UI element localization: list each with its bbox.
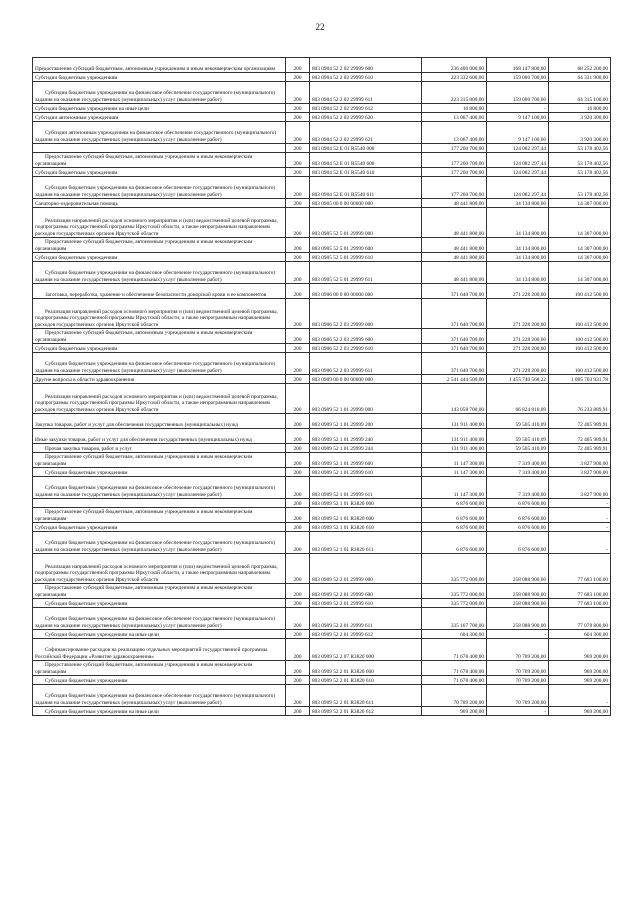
row-classification-code: 803 0904 52 Е 01 R5540 611 (310, 177, 422, 199)
row-approved-amount: 6 876 600,00 (422, 499, 487, 508)
row-unexecuted-amount: 100 412 500,00 (549, 353, 611, 375)
row-name: Субсидии бюджетным учреждениям (33, 168, 286, 177)
table-row (33, 414, 611, 429)
row-code: 200 (286, 73, 310, 82)
table-row (33, 82, 611, 104)
row-classification-code: 803 0909 52 2 01 29999 600 (310, 584, 422, 599)
row-approved-amount: 6 876 600,00 (422, 532, 487, 554)
row-approved-amount: 177 260 700,00 (422, 153, 487, 168)
row-approved-amount: 48 441 800,00 (422, 238, 487, 253)
row-name: Субсидии бюджетным учреждениям (33, 253, 286, 262)
row-executed-amount: 258 088 900,00 (487, 608, 549, 630)
row-executed-amount: 159 000 700,00 (487, 82, 549, 104)
row-code: 200 (286, 177, 310, 199)
row-unexecuted-amount: 14 307 000,00 (549, 208, 611, 238)
row-code: 200 (286, 685, 310, 707)
row-classification-code: 803 0909 52 1 01 29999 200 (310, 414, 422, 429)
row-code: 200 (286, 238, 310, 253)
table-row (33, 199, 611, 208)
row-executed-amount: 66 824 810,09 (487, 384, 549, 414)
row-executed-amount: 271 228 200,00 (487, 299, 549, 329)
row-name: Субсидии бюджетным учреждениям (33, 676, 286, 685)
table-row (33, 153, 611, 168)
row-name: Софинансирование расходов на реализацию отдельных мероприятий государственной программы Российской Федерации «Развитие здравоохранения» (33, 639, 286, 661)
row-unexecuted-amount: - (549, 532, 611, 554)
row-unexecuted-amount: 53 178 402,56 (549, 168, 611, 177)
row-code: 200 (286, 375, 310, 384)
table-row (33, 584, 611, 599)
row-code: 200 (286, 82, 310, 104)
row-classification-code: 803 0909 52 2 07 R3820 000 (310, 639, 422, 661)
row-name: Реализация направлений расходов основного мероприятия и (или) ведомственной целевой программы, подпрограммы государственной программы Иркутской области, а также непрограммным направлениям расходов государственных органов Иркутской области (33, 299, 286, 329)
row-approved-amount: 48 441 800,00 (422, 262, 487, 284)
row-executed-amount: - (487, 707, 549, 716)
row-unexecuted-amount: 64 331 900,00 (549, 73, 611, 82)
table-row (33, 630, 611, 639)
table-row (33, 208, 611, 238)
row-executed-amount: 34 134 800,00 (487, 208, 549, 238)
row-approved-amount: 48 441 800,00 (422, 208, 487, 238)
row-approved-amount: 131 911 400,00 (422, 429, 487, 444)
table-row (33, 353, 611, 375)
row-name: Субсидии бюджетным учреждениям на иные цели (33, 630, 286, 639)
table-row (33, 608, 611, 630)
table-row (33, 707, 611, 716)
row-code: 200 (286, 429, 310, 444)
row-classification-code: 803 0909 52 2 01 29999 611 (310, 608, 422, 630)
row-code: 200 (286, 144, 310, 153)
row-approved-amount: 969 200,00 (422, 707, 487, 716)
row-executed-amount: 124 082 297,44 (487, 168, 549, 177)
row-unexecuted-amount: 77 683 100,00 (549, 554, 611, 584)
row-executed-amount: 7 319 400,00 (487, 477, 549, 499)
row-classification-code: 803 0906 52 2 03 29999 610 (310, 344, 422, 353)
table-row (33, 329, 611, 344)
row-name: Субсидии бюджетным учреждениям (33, 344, 286, 353)
row-name: Другие вопросы в области здравоохранения (33, 375, 286, 384)
row-name: Субсидии бюджетным учреждениям на финансовое обеспечение государственного (муниципального) задания на оказание государственных (муниципальных) услуг (выполнение работ) (33, 477, 286, 499)
row-code: 200 (286, 262, 310, 284)
table-row (33, 444, 611, 453)
table-row (33, 523, 611, 532)
row-name: Предоставление субсидий бюджетным, автономным учреждениям и иным некоммерческим организациям (33, 238, 286, 253)
row-unexecuted-amount: 100 412 500,00 (549, 344, 611, 353)
row-unexecuted-amount: 68 252 200,00 (549, 58, 611, 73)
row-executed-amount: 271 228 200,00 (487, 329, 549, 344)
row-unexecuted-amount: 604 300,00 (549, 630, 611, 639)
row-executed-amount: 9 147 100,00 (487, 122, 549, 144)
row-unexecuted-amount: 969 200,00 (549, 661, 611, 676)
row-code: 200 (286, 599, 310, 608)
row-approved-amount: 11 147 300,00 (422, 453, 487, 468)
row-classification-code: 803 0909 00 0 00 00000 000 (310, 375, 422, 384)
row-name: Прочая закупка товаров, работ и услуг (33, 444, 286, 453)
budget-table-body (33, 58, 611, 716)
row-executed-amount: 6 876 600,00 (487, 523, 549, 532)
row-executed-amount: 34 134 800,00 (487, 199, 549, 208)
row-name (33, 144, 286, 153)
row-approved-amount: 335 772 000,00 (422, 554, 487, 584)
row-executed-amount: 159 000 700,00 (487, 73, 549, 82)
row-classification-code: 803 0909 52 1 01 29999 000 (310, 384, 422, 414)
row-code: 200 (286, 499, 310, 508)
row-name: Субсидии бюджетным учреждениям (33, 599, 286, 608)
row-classification-code: 803 0909 52 2 01 29999 612 (310, 630, 422, 639)
row-name: Субсидии бюджетным учреждениям на финансовое обеспечение государственного (муниципального) задания на оказание государственных (муниципальных) услуг (выполнение работ) (33, 177, 286, 199)
row-classification-code: 803 0909 52 1 01 R3820 600 (310, 508, 422, 523)
row-unexecuted-amount: 100 412 500,00 (549, 284, 611, 299)
row-code: 200 (286, 676, 310, 685)
row-executed-amount: 6 876 600,00 (487, 499, 549, 508)
table-row (33, 262, 611, 284)
row-name: Субсидии бюджетным учреждениям на иные цели (33, 707, 286, 716)
row-approved-amount: 11 147 300,00 (422, 477, 487, 499)
row-code: 200 (286, 523, 310, 532)
row-unexecuted-amount: 77 078 800,00 (549, 608, 611, 630)
row-name: Субсидии автономным учреждениям на финансовое обеспечение государственного (муниципального) задания на оказание государственных (муниципальных) услуг (выполнение работ) (33, 122, 286, 144)
row-classification-code: 803 0909 52 2 01 R3820 611 (310, 685, 422, 707)
row-executed-amount: 34 134 800,00 (487, 253, 549, 262)
table-row (33, 284, 611, 299)
table-row (33, 58, 611, 73)
row-approved-amount: 371 640 700,00 (422, 284, 487, 299)
row-approved-amount: 236 400 000,00 (422, 58, 487, 73)
table-row (33, 104, 611, 113)
row-classification-code: 803 0909 52 1 01 29999 240 (310, 429, 422, 444)
row-classification-code: 803 0909 52 2 01 29999 610 (310, 599, 422, 608)
row-name: Субсидии бюджетным учреждениям (33, 73, 286, 82)
table-row (33, 554, 611, 584)
row-unexecuted-amount: 72 405 989,91 (549, 444, 611, 453)
row-code: 200 (286, 554, 310, 584)
table-row (33, 532, 611, 554)
row-classification-code: 803 0909 52 2 01 R3820 600 (310, 661, 422, 676)
row-executed-amount: 124 082 297,44 (487, 177, 549, 199)
row-executed-amount: 59 505 410,09 (487, 429, 549, 444)
row-code: 200 (286, 584, 310, 599)
row-code: 200 (286, 284, 310, 299)
row-code: 200 (286, 344, 310, 353)
row-unexecuted-amount: 77 683 100,00 (549, 584, 611, 599)
row-approved-amount: 131 911 400,00 (422, 444, 487, 453)
row-code: 200 (286, 104, 310, 113)
row-name: Санаторно-оздоровительная помощь (33, 199, 286, 208)
table-row (33, 477, 611, 499)
row-classification-code: 803 0909 52 2 01 R3820 610 (310, 676, 422, 685)
page-number: 22 (315, 22, 325, 32)
row-classification-code: 803 0904 52 2 02 29999 600 (310, 58, 422, 73)
row-unexecuted-amount: 1 085 703 931,78 (549, 375, 611, 384)
row-name: Предоставление субсидий бюджетным, автономным учреждениям и иным некоммерческим организациям (33, 453, 286, 468)
row-classification-code: 803 0906 52 2 03 29999 600 (310, 329, 422, 344)
row-classification-code: 803 0909 52 1 01 29999 611 (310, 477, 422, 499)
row-approved-amount: 371 640 700,00 (422, 299, 487, 329)
row-unexecuted-amount: 76 233 889,91 (549, 384, 611, 414)
row-unexecuted-amount: 3 827 900,00 (549, 468, 611, 477)
row-approved-amount: 13 067 400,00 (422, 113, 487, 122)
row-executed-amount: 1 455 740 568,22 (487, 375, 549, 384)
row-code: 200 (286, 468, 310, 477)
row-approved-amount: 2 541 444 500,00 (422, 375, 487, 384)
table-row (33, 508, 611, 523)
row-approved-amount: 16 800,00 (422, 104, 487, 113)
row-unexecuted-amount: - (549, 523, 611, 532)
row-classification-code: 803 0904 52 2 02 29999 621 (310, 122, 422, 144)
row-executed-amount: 6 876 600,00 (487, 532, 549, 554)
row-name: Субсидии бюджетным учреждениям (33, 523, 286, 532)
row-classification-code: 803 0909 52 1 01 R3820 000 (310, 499, 422, 508)
row-executed-amount: 70 709 200,00 (487, 639, 549, 661)
row-unexecuted-amount: 77 683 100,00 (549, 599, 611, 608)
row-unexecuted-amount: 100 412 500,00 (549, 329, 611, 344)
row-code: 200 (286, 208, 310, 238)
row-name: Реализация направлений расходов основного мероприятия и (или) ведомственной целевой программы, подпрограммы государственной программы Иркутской области, а также непрограммным направлениям расходов государственных органов Иркутской области (33, 208, 286, 238)
row-name: Предоставление субсидий бюджетным, автономным учреждениям и иным некоммерческим организациям (33, 58, 286, 73)
row-unexecuted-amount: 3 920 300,00 (549, 113, 611, 122)
row-name: Субсидии автономным учреждениям (33, 113, 286, 122)
row-approved-amount: 371 640 700,00 (422, 329, 487, 344)
row-code: 200 (286, 453, 310, 468)
row-unexecuted-amount: 72 405 989,91 (549, 414, 611, 429)
row-unexecuted-amount: 969 200,00 (549, 707, 611, 716)
row-unexecuted-amount: 14 307 000,00 (549, 253, 611, 262)
row-code: 200 (286, 707, 310, 716)
table-row (33, 238, 611, 253)
row-code: 200 (286, 168, 310, 177)
row-executed-amount: 124 082 297,44 (487, 153, 549, 168)
row-classification-code: 803 0904 52 2 02 29999 620 (310, 113, 422, 122)
row-executed-amount: 34 134 800,00 (487, 238, 549, 253)
row-unexecuted-amount: 53 178 402,56 (549, 177, 611, 199)
row-executed-amount: 7 319 400,00 (487, 468, 549, 477)
table-row (33, 384, 611, 414)
row-unexecuted-amount: - (549, 508, 611, 523)
row-unexecuted-amount: 3 827 900,00 (549, 477, 611, 499)
table-row (33, 144, 611, 153)
row-executed-amount: 124 082 297,44 (487, 144, 549, 153)
row-approved-amount: 131 911 400,00 (422, 414, 487, 429)
row-classification-code: 803 0904 52 2 02 29999 610 (310, 73, 422, 82)
row-executed-amount: - (487, 630, 549, 639)
row-code: 200 (286, 329, 310, 344)
row-approved-amount: 48 441 800,00 (422, 199, 487, 208)
row-classification-code: 803 0904 52 Е 01 R5540 610 (310, 168, 422, 177)
row-code: 200 (286, 444, 310, 453)
row-name: Субсидии бюджетным учреждениям (33, 468, 286, 477)
row-executed-amount: 59 505 410,09 (487, 414, 549, 429)
table-row (33, 661, 611, 676)
row-classification-code: 803 0909 52 2 01 29999 000 (310, 554, 422, 584)
row-executed-amount: 271 228 200,00 (487, 353, 549, 375)
row-code: 200 (286, 608, 310, 630)
row-unexecuted-amount: 14 307 000,00 (549, 262, 611, 284)
row-approved-amount: 177 260 700,00 (422, 177, 487, 199)
row-approved-amount: 6 876 600,00 (422, 508, 487, 523)
row-executed-amount: 168 147 800,00 (487, 58, 549, 73)
row-name: Заготовка, переработка, хранение и обеспечение безопасности донорской крови и ее компонентов (33, 284, 286, 299)
row-executed-amount: 70 709 200,00 (487, 685, 549, 707)
table-row (33, 73, 611, 82)
row-executed-amount: 7 319 400,00 (487, 453, 549, 468)
row-approved-amount: 71 678 400,00 (422, 676, 487, 685)
row-approved-amount: 70 709 200,00 (422, 685, 487, 707)
row-unexecuted-amount: - (549, 685, 611, 707)
row-code: 200 (286, 58, 310, 73)
row-code: 200 (286, 661, 310, 676)
row-code: 200 (286, 414, 310, 429)
row-code: 200 (286, 299, 310, 329)
row-classification-code: 803 0905 00 0 00 00000 000 (310, 199, 422, 208)
row-name: Субсидии бюджетным учреждениям на финансовое обеспечение государственного (муниципального) задания на оказание государственных (муниципальных) услуг (выполнение работ) (33, 353, 286, 375)
row-approved-amount: 335 167 700,00 (422, 608, 487, 630)
row-classification-code: 803 0904 52 2 02 29999 611 (310, 82, 422, 104)
row-name: Предоставление субсидий бюджетным, автономным учреждениям и иным некоммерческим организациям (33, 661, 286, 676)
table-row (33, 676, 611, 685)
row-classification-code: 803 0905 52 5 01 29999 600 (310, 238, 422, 253)
row-unexecuted-amount: 64 315 100,00 (549, 82, 611, 104)
row-name: Субсидии бюджетным учреждениям на финансовое обеспечение государственного (муниципального) задания на оказание государственных (муниципальных) услуг (выполнение работ) (33, 262, 286, 284)
table-row (33, 429, 611, 444)
row-classification-code: 803 0909 52 1 01 29999 610 (310, 468, 422, 477)
row-approved-amount: 371 640 700,00 (422, 353, 487, 375)
row-classification-code: 803 0905 52 5 01 29999 610 (310, 253, 422, 262)
row-classification-code: 803 0909 52 1 01 R3820 610 (310, 523, 422, 532)
row-executed-amount: 271 228 200,00 (487, 344, 549, 353)
row-unexecuted-amount: 72 405 989,91 (549, 429, 611, 444)
row-executed-amount: 9 147 100,00 (487, 113, 549, 122)
row-executed-amount: 271 228 200,00 (487, 284, 549, 299)
table-row (33, 177, 611, 199)
row-approved-amount: 48 441 800,00 (422, 253, 487, 262)
row-name: Субсидии бюджетным учреждениям на иные цели (33, 104, 286, 113)
row-approved-amount: 71 678 400,00 (422, 661, 487, 676)
row-code: 200 (286, 113, 310, 122)
row-approved-amount: 143 058 700,00 (422, 384, 487, 414)
row-name: Субсидии бюджетным учреждениям на финансовое обеспечение государственного (муниципального) задания на оказание государственных (муниципальных) услуг (выполнение работ) (33, 532, 286, 554)
row-name (33, 499, 286, 508)
table-row (33, 453, 611, 468)
row-code: 200 (286, 153, 310, 168)
row-classification-code: 803 0906 52 2 03 29999 000 (310, 299, 422, 329)
row-approved-amount: 177 260 700,00 (422, 168, 487, 177)
row-approved-amount: 335 772 000,00 (422, 599, 487, 608)
row-code: 200 (286, 532, 310, 554)
row-executed-amount: 70 709 200,00 (487, 676, 549, 685)
row-classification-code: 803 0909 52 1 01 29999 600 (310, 453, 422, 468)
row-code: 200 (286, 384, 310, 414)
budget-table (32, 57, 611, 716)
row-approved-amount: 335 772 000,00 (422, 584, 487, 599)
row-unexecuted-amount: 14 307 000,00 (549, 199, 611, 208)
row-unexecuted-amount: 969 200,00 (549, 639, 611, 661)
row-approved-amount: 223 315 800,00 (422, 82, 487, 104)
row-approved-amount: 604 300,00 (422, 630, 487, 639)
row-unexecuted-amount: 969 200,00 (549, 676, 611, 685)
row-executed-amount: 6 876 600,00 (487, 508, 549, 523)
row-code: 200 (286, 630, 310, 639)
row-name: Иные закупки товаров, работ и услуг для обеспечения государственных (муниципальных) нужд (33, 429, 286, 444)
row-classification-code: 803 0904 52 2 02 29999 612 (310, 104, 422, 113)
row-classification-code: 803 0905 52 5 01 29999 611 (310, 262, 422, 284)
table-row (33, 639, 611, 661)
row-code: 200 (286, 253, 310, 262)
row-executed-amount: 34 134 800,00 (487, 262, 549, 284)
row-unexecuted-amount: 100 412 500,00 (549, 299, 611, 329)
row-executed-amount: 59 505 410,09 (487, 444, 549, 453)
row-code: 200 (286, 508, 310, 523)
row-classification-code: 803 0909 52 1 01 R3820 611 (310, 532, 422, 554)
table-row (33, 113, 611, 122)
row-executed-amount: 258 088 900,00 (487, 599, 549, 608)
row-classification-code: 803 0909 52 2 01 R3820 612 (310, 707, 422, 716)
row-name: Реализация направлений расходов основного мероприятия и (или) ведомственной целевой программы, подпрограммы государственной программы Иркутской области, а также непрограммным направлениям расходов государственных органов Иркутской области (33, 384, 286, 414)
row-executed-amount: - (487, 104, 549, 113)
row-unexecuted-amount: 53 178 402,56 (549, 153, 611, 168)
row-name: Предоставление субсидий бюджетным, автономным учреждениям и иным некоммерческим организациям (33, 584, 286, 599)
row-classification-code: 803 0905 52 5 01 29999 000 (310, 208, 422, 238)
row-name: Предоставление субсидий бюджетным, автономным учреждениям и иным некоммерческим организациям (33, 508, 286, 523)
table-row (33, 375, 611, 384)
row-unexecuted-amount: 14 307 000,00 (549, 238, 611, 253)
row-name: Предоставление субсидий бюджетным, автономным учреждениям и иным некоммерческим организациям (33, 329, 286, 344)
table-row (33, 499, 611, 508)
row-classification-code: 803 0909 52 1 01 29999 244 (310, 444, 422, 453)
row-approved-amount: 223 332 600,00 (422, 73, 487, 82)
row-approved-amount: 177 260 700,00 (422, 144, 487, 153)
row-name: Реализация направлений расходов основного мероприятия и (или) ведомственной целевой программы, подпрограммы государственной программы Иркутской области, а также непрограммным направлениям расходов государственных органов Иркутской области (33, 554, 286, 584)
row-code: 200 (286, 353, 310, 375)
row-classification-code: 803 0904 52 Е 01 R5540 600 (310, 153, 422, 168)
row-executed-amount: 70 709 200,00 (487, 661, 549, 676)
table-row (33, 299, 611, 329)
row-approved-amount: 71 678 400,00 (422, 639, 487, 661)
row-classification-code: 803 0906 00 0 00 00000 000 (310, 284, 422, 299)
row-code: 200 (286, 639, 310, 661)
row-classification-code: 803 0904 52 Е 01 R5540 000 (310, 144, 422, 153)
table-row (33, 599, 611, 608)
row-unexecuted-amount: 3 920 300,00 (549, 122, 611, 144)
row-classification-code: 803 0906 52 2 03 29999 611 (310, 353, 422, 375)
table-row (33, 253, 611, 262)
table-row (33, 122, 611, 144)
row-name: Субсидии бюджетным учреждениям на финансовое обеспечение государственного (муниципального) задания на оказание государственных (муниципальных) услуг (выполнение работ) (33, 82, 286, 104)
table-row (33, 468, 611, 477)
row-name: Предоставление субсидий бюджетным, автономным учреждениям и иным некоммерческим организациям (33, 153, 286, 168)
row-name: Субсидии бюджетным учреждениям на финансовое обеспечение государственного (муниципального) задания на оказание государственных (муниципальных) услуг (выполнение работ) (33, 608, 286, 630)
table-row (33, 344, 611, 353)
row-unexecuted-amount: 16 800,00 (549, 104, 611, 113)
row-code: 200 (286, 477, 310, 499)
row-approved-amount: 11 147 300,00 (422, 468, 487, 477)
row-unexecuted-amount: 3 827 900,00 (549, 453, 611, 468)
row-executed-amount: 258 088 900,00 (487, 584, 549, 599)
row-name: Закупка товаров, работ и услуг для обеспечения государственных (муниципальных) нужд (33, 414, 286, 429)
row-unexecuted-amount: - (549, 499, 611, 508)
table-row (33, 168, 611, 177)
row-unexecuted-amount: 53 178 402,56 (549, 144, 611, 153)
row-approved-amount: 371 640 700,00 (422, 344, 487, 353)
row-executed-amount: 258 088 900,00 (487, 554, 549, 584)
row-code: 200 (286, 122, 310, 144)
table-row (33, 685, 611, 707)
row-name: Субсидии бюджетным учреждениям на финансовое обеспечение государственного (муниципального) задания на оказание государственных (муниципальных) услуг (выполнение работ) (33, 685, 286, 707)
row-approved-amount: 6 876 600,00 (422, 523, 487, 532)
row-approved-amount: 13 067 400,00 (422, 122, 487, 144)
row-code: 200 (286, 199, 310, 208)
